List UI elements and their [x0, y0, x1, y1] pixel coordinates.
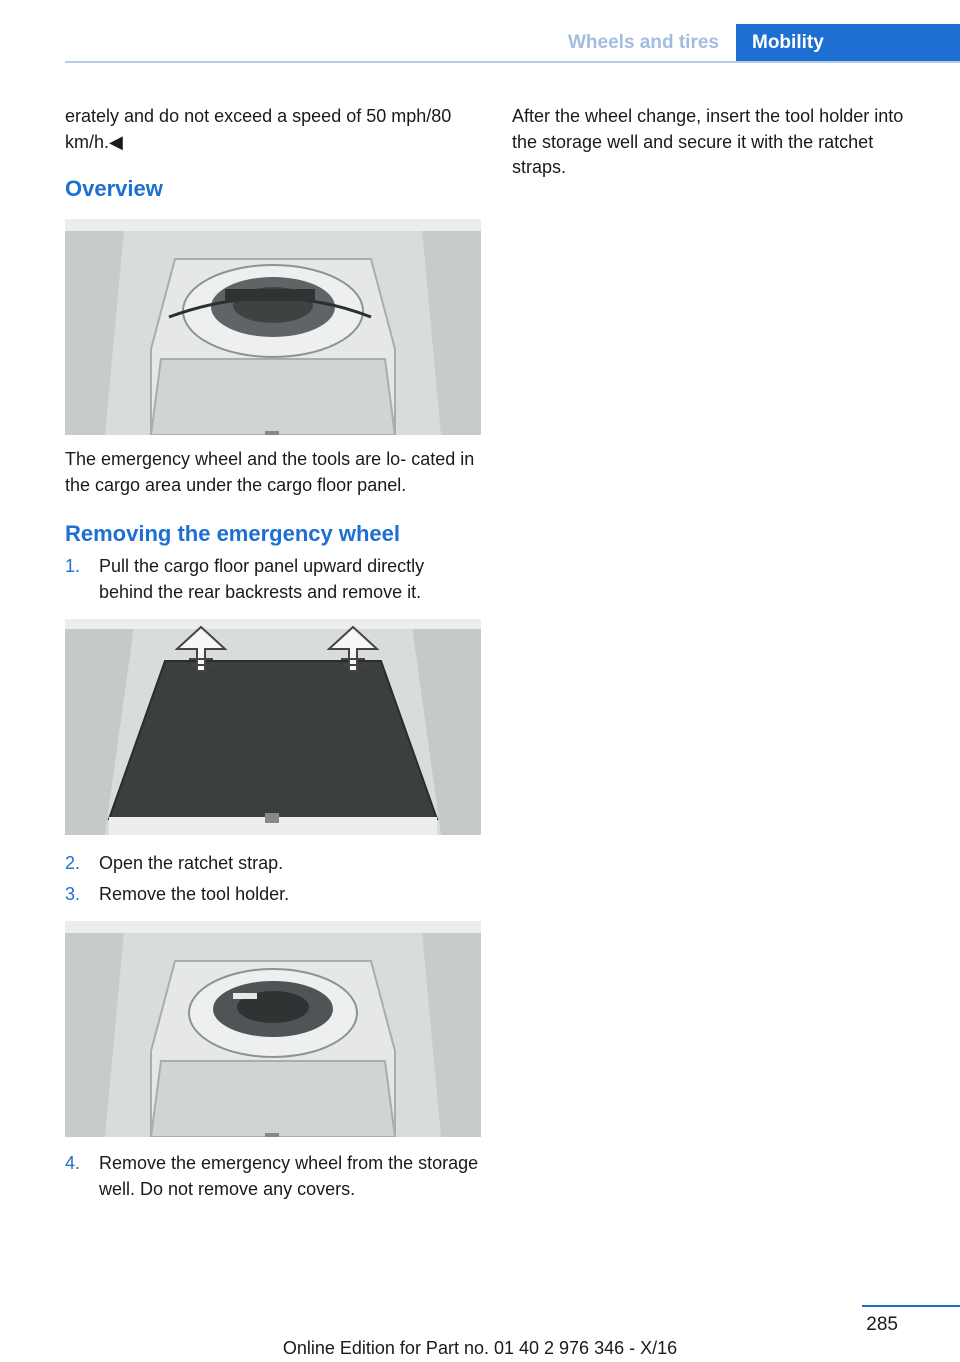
edition-footer: Online Edition for Part no. 01 40 2 976 346 - X/16 — [282, 1338, 678, 1358]
step-text: Remove the emergency wheel from the storage well. Do not remove any covers. — [99, 1153, 479, 1199]
header-rule — [65, 61, 960, 63]
list-item — [65, 882, 481, 908]
step-text: Remove the tool holder. — [99, 883, 290, 904]
step-number: 4. — [65, 1153, 81, 1173]
step-number: 2. — [65, 853, 81, 873]
step-number: 3. — [65, 883, 81, 904]
intro-text: erately and do not exceed a speed of 50 mph/80 km/h.◀ — [65, 106, 452, 152]
header-section-title: Wheels and tires — [568, 32, 719, 53]
list-item — [65, 851, 481, 877]
storage-well-figure — [65, 921, 481, 1137]
right-column — [512, 104, 922, 181]
steps-list-b — [65, 851, 481, 907]
overview-text: The emergency wheel and the tools are lo‐ cated in the cargo area under the cargo floor panel. — [65, 449, 475, 495]
cargo-area-overview-figure — [65, 219, 481, 435]
footer-rule — [862, 1305, 960, 1307]
list-item — [65, 1151, 481, 1202]
cargo-floor-panel-figure — [65, 619, 481, 835]
left-column — [65, 104, 481, 1207]
steps-list-c — [65, 1151, 481, 1202]
step-text: Open the ratchet strap. — [99, 853, 284, 873]
steps-list-a — [65, 554, 481, 605]
page-number: 285 — [866, 1314, 898, 1335]
step-number: 1. — [65, 556, 81, 576]
removing-heading: Removing the emergency wheel — [65, 521, 400, 546]
step-text: Pull the cargo floor panel upward directly behind the rear backrests and remove it. — [99, 556, 425, 602]
overview-heading: Overview — [65, 176, 163, 201]
header-chapter-tab: Mobility — [736, 24, 960, 61]
list-item — [65, 554, 481, 605]
after-change-text: After the wheel change, insert the tool holder into the storage well and secure it with the ratchet straps. — [512, 106, 904, 177]
